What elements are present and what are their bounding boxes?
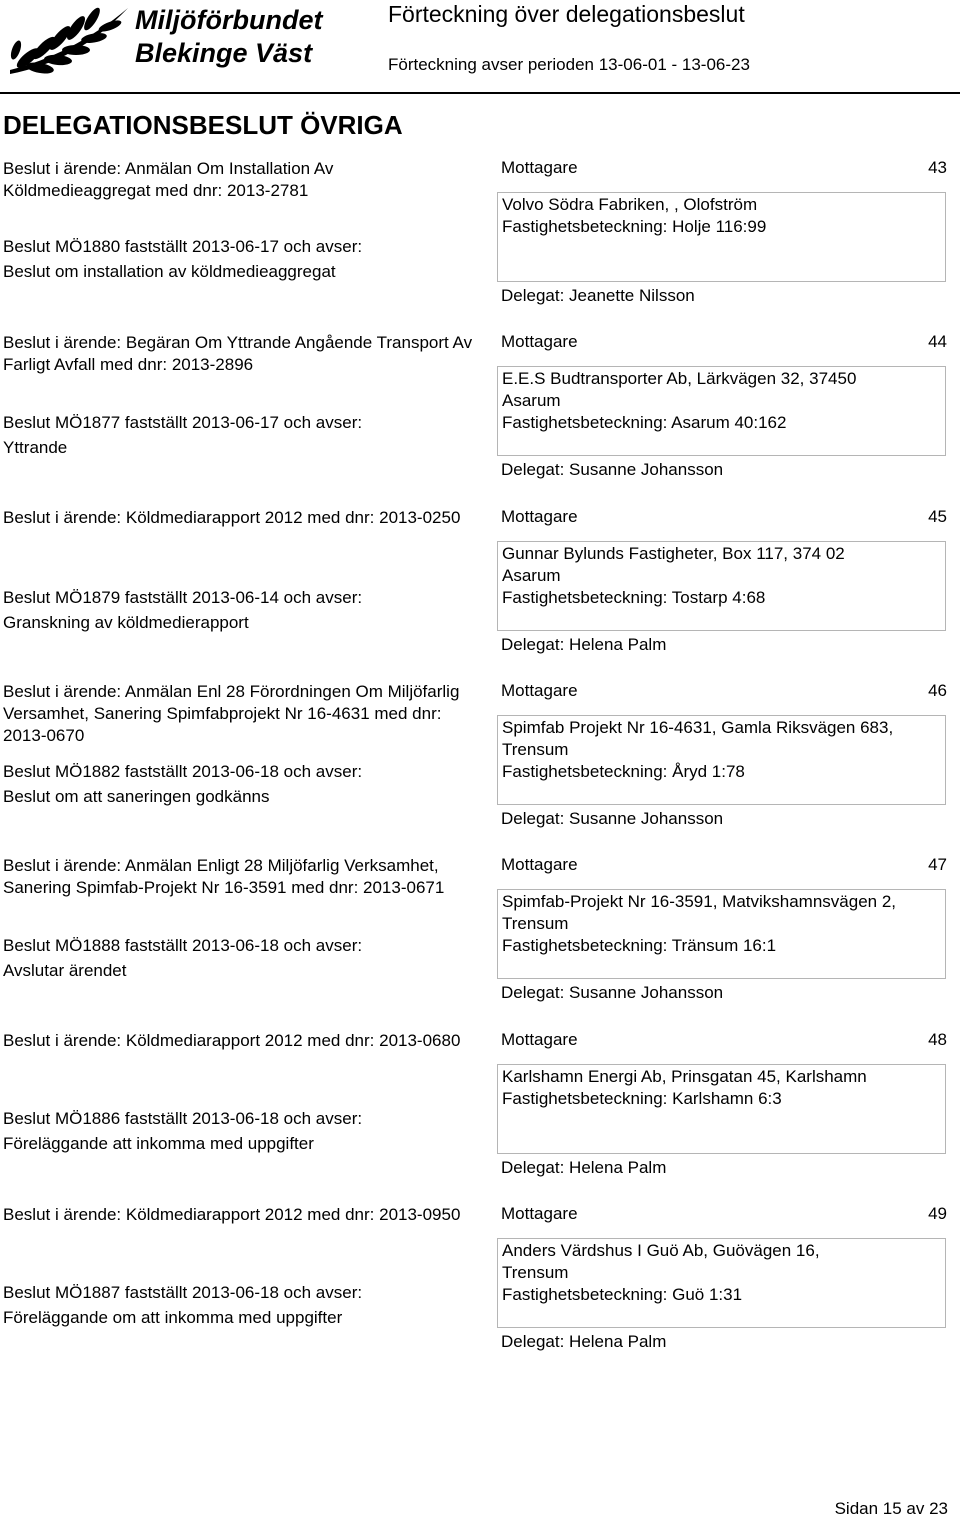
case-subject: Beslut i ärende: Begäran Om Yttrande Angående Transport Av Farligt Avfall med dnr: 2013-2896 [3,333,473,374]
case-subject: Beslut i ärende: Anmälan Enligt 28 Miljöfarlig Verksamhet, Sanering Spimfab-Projekt Nr 16-3591 med dnr: 2013-0671 [3,856,445,897]
recipient-name: Gunnar Bylunds Fastigheter, Box 117, 374 02 [502,544,845,563]
recipient-box [497,541,946,631]
recipient-name: E.E.S Budtransporter Ab, Lärkvägen 32, 37450 [502,369,857,388]
delegate: Delegat: Susanne Johansson [501,460,724,479]
decision-text: Föreläggande om att inkomma med uppgifter [3,1308,343,1327]
decision-info [3,410,483,460]
property-designation: Fastighetsbeteckning: Holje 116:99 [502,217,767,236]
case-subject: Beslut i ärende: Anmälan Enl 28 Förordningen Om Miljöfarlig Versamhet, Sanering Spimfabprojekt Nr 16-4631 med dnr: 2013-0670 [3,682,460,745]
mottagare-label: Mottagare [501,158,578,177]
decision-info [3,585,483,635]
recipient-box [497,715,946,805]
recipient-box [497,192,946,282]
recipient-box [497,366,946,456]
recipient-city: Asarum [502,391,561,410]
decision-text: Yttrande [3,438,68,457]
property-designation: Fastighetsbeteckning: Guö 1:31 [502,1285,743,1304]
mottagare-label: Mottagare [501,507,578,526]
decision-info [3,1280,483,1330]
property-designation: Fastighetsbeteckning: Åryd 1:78 [502,762,745,781]
recipient-name: Karlshamn Energi Ab, Prinsgatan 45, Karlshamn [502,1067,867,1086]
report-period: Förteckning avser perioden 13-06-01 - 13-06-23 [388,55,750,74]
decision-text: Beslut om installation av köldmedieaggregat [3,262,336,281]
recipient-name: Anders Värdshus I Guö Ab, Guövägen 16, [502,1241,820,1260]
recipient-city: Trensum [502,1263,569,1282]
decision-line: Beslut MÖ1877 fastställt 2013-06-17 och avser: [3,413,363,432]
decision-line: Beslut MÖ1888 fastställt 2013-06-18 och avser: [3,936,363,955]
decision-line: Beslut MÖ1879 fastställt 2013-06-14 och avser: [3,588,363,607]
decision-line: Beslut MÖ1880 fastställt 2013-06-17 och avser: [3,237,363,256]
recipient-name: Spimfab Projekt Nr 16-4631, Gamla Riksvägen 683, [502,718,894,737]
recipient-city: Trensum [502,740,569,759]
entry-number: 45 [928,507,947,526]
decision-info [3,933,483,983]
entry-number: 49 [928,1204,947,1223]
recipient-name: Volvo Södra Fabriken, , Olofström [502,195,758,214]
delegate: Delegat: Helena Palm [501,1158,667,1177]
case-subject: Beslut i ärende: Köldmediarapport 2012 med dnr: 2013-0250 [3,508,461,527]
decision-line: Beslut MÖ1882 fastställt 2013-06-18 och avser: [3,762,363,781]
case-subject: Beslut i ärende: Anmälan Om Installation Av Köldmedieaggregat med dnr: 2013-2781 [3,159,334,200]
delegate: Delegat: Helena Palm [501,1332,667,1351]
decision-info [3,759,483,809]
page-number: Sidan 15 av 23 [834,1499,948,1518]
property-designation: Fastighetsbeteckning: Tostarp 4:68 [502,588,766,607]
case-subject: Beslut i ärende: Köldmediarapport 2012 med dnr: 2013-0680 [3,1031,461,1050]
delegate: Delegat: Helena Palm [501,635,667,654]
recipient-name: Spimfab-Projekt Nr 16-3591, Matvikshamnsvägen 2, [502,892,897,911]
mottagare-label: Mottagare [501,332,578,351]
property-designation: Fastighetsbeteckning: Karlshamn 6:3 [502,1089,782,1108]
recipient-box [497,1238,946,1328]
entry-number: 46 [928,681,947,700]
laurel-branch-icon [0,0,130,80]
document-title: Förteckning över delegationsbeslut [388,1,745,27]
decision-entry [0,681,960,853]
property-designation: Fastighetsbeteckning: Tränsum 16:1 [502,936,777,955]
decision-info [3,234,483,284]
decision-entry [0,332,960,504]
recipient-city: Asarum [502,566,561,585]
decision-text: Beslut om att saneringen godkänns [3,787,270,806]
delegate: Delegat: Susanne Johansson [501,983,724,1002]
entry-number: 47 [928,855,947,874]
decision-line: Beslut MÖ1886 fastställt 2013-06-18 och avser: [3,1109,363,1128]
mottagare-label: Mottagare [501,681,578,700]
section-heading: DELEGATIONSBESLUT ÖVRIGA [3,110,403,140]
entry-number: 44 [928,332,947,351]
delegate: Delegat: Jeanette Nilsson [501,286,695,305]
mottagare-label: Mottagare [501,1204,578,1223]
recipient-box [497,1064,946,1154]
header-divider [0,92,960,94]
mottagare-label: Mottagare [501,1030,578,1049]
property-designation: Fastighetsbeteckning: Asarum 40:162 [502,413,787,432]
decision-text: Granskning av köldmedierapport [3,613,249,632]
decision-entry [0,1030,960,1202]
org-name-line1: Miljöförbundet [135,5,323,35]
org-logo [0,0,375,80]
recipient-city: Trensum [502,914,569,933]
org-name-line2: Blekinge Väst [135,38,313,68]
decision-entry [0,855,960,1027]
decision-entry [0,1204,960,1376]
recipient-box [497,889,946,979]
decision-entry [0,158,960,330]
decision-line: Beslut MÖ1887 fastställt 2013-06-18 och avser: [3,1283,363,1302]
decision-entry [0,507,960,679]
decision-text: Föreläggande att inkomma med uppgifter [3,1134,314,1153]
entry-number: 43 [928,158,947,177]
entry-number: 48 [928,1030,947,1049]
delegate: Delegat: Susanne Johansson [501,809,724,828]
decision-info [3,1106,483,1156]
decision-text: Avslutar ärendet [3,961,127,980]
mottagare-label: Mottagare [501,855,578,874]
case-subject: Beslut i ärende: Köldmediarapport 2012 med dnr: 2013-0950 [3,1205,461,1224]
